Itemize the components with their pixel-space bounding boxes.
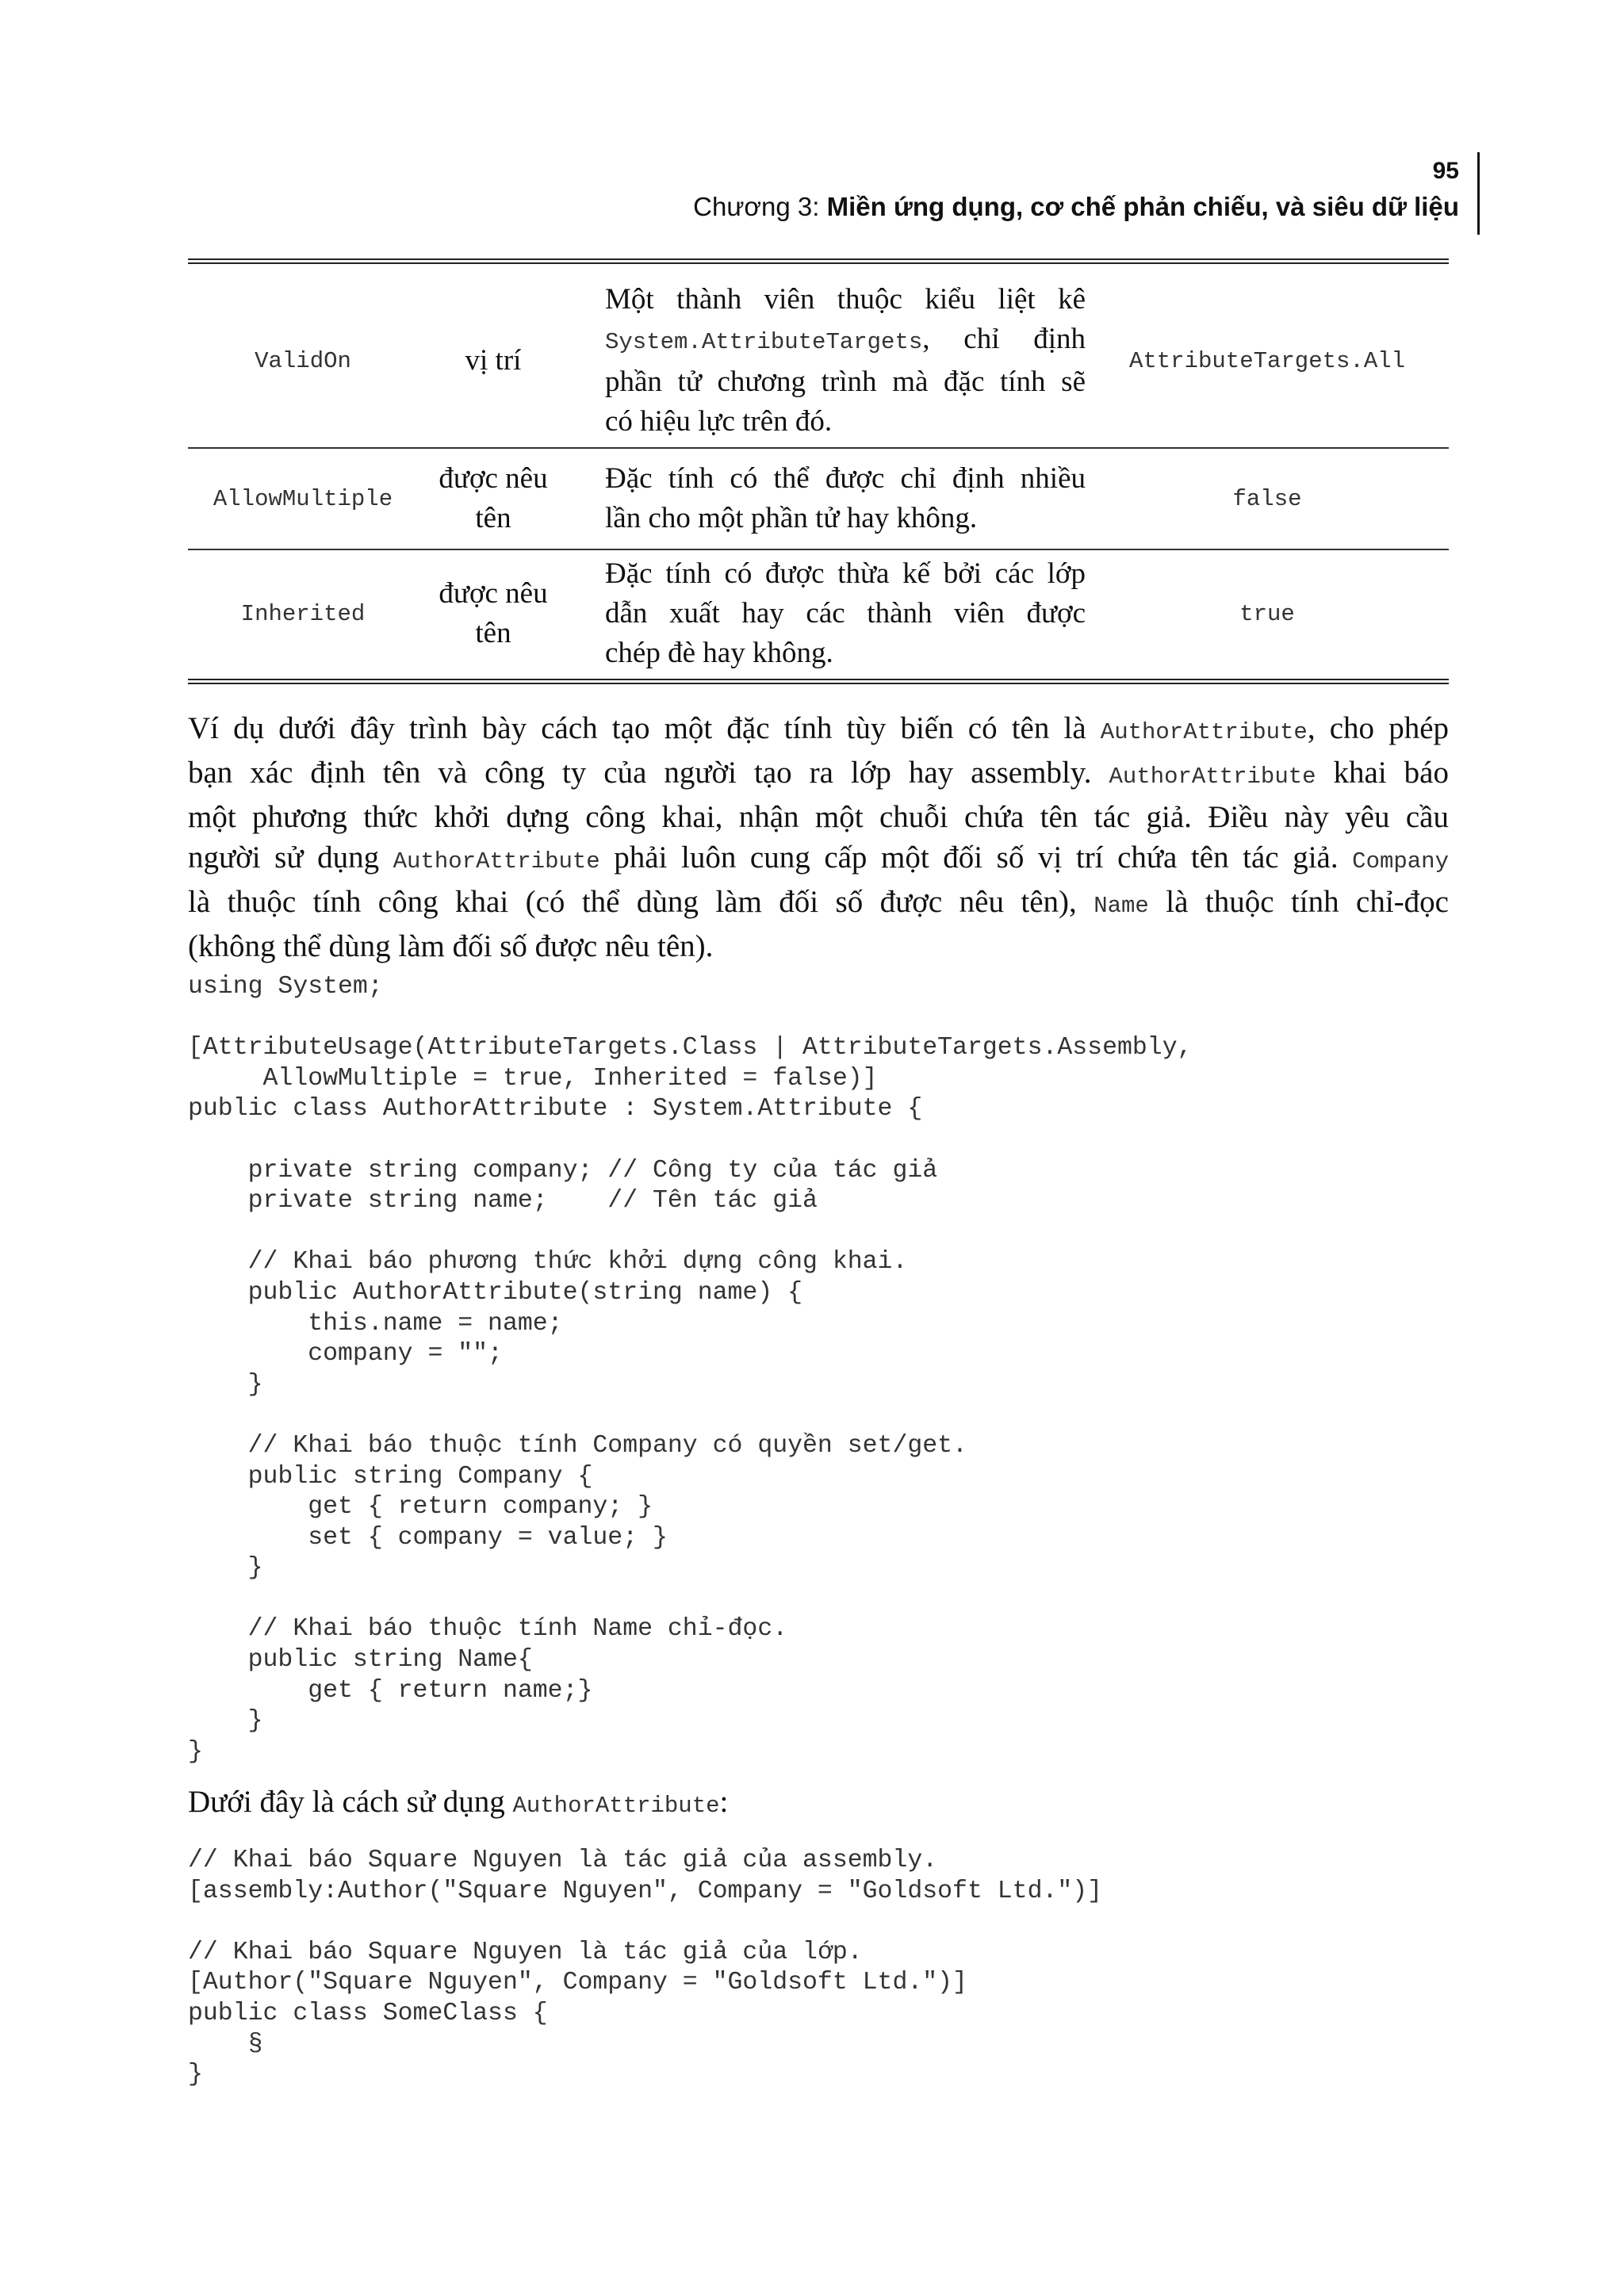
desc-line [605,320,1086,362]
param-default: AttributeTargets.All [1128,347,1406,374]
table-row [188,274,1449,449]
kind-line: tên [475,617,511,649]
param-description [605,550,1086,677]
text-run: khai báo [1316,756,1449,790]
param-name: ValidOn [255,347,351,374]
page-number: 95 [1432,158,1459,184]
desc-line: Đặc tính có thể được chỉ định nhiều [605,462,1086,495]
desc-text: , chỉ định [922,323,1086,355]
table-top-rule [188,258,1449,264]
text-run: phải luôn cung cấp một đối số vị trí chứa tên tác giả. [599,840,1353,875]
text-run: : [719,1785,729,1819]
desc-line: lần cho một phần tử hay không. [605,502,978,534]
param-kind [418,449,569,549]
table-row [188,449,1449,550]
inline-code: AuthorAttribute [393,848,600,875]
desc-line: Đặc tính có được thừa kế bởi các lớp [605,557,1086,590]
usage-intro [188,1782,728,1826]
kind-line: được nêu [439,462,548,495]
page-header [693,155,1478,227]
text-run: là thuộc tính chỉ-đọc [1148,885,1449,919]
kind-line: được nêu [439,577,548,610]
text-run: là thuộc tính công khai (có thể dùng làm đối số được nêu tên), [188,885,1094,919]
text-run: Dưới đây là cách sử dụng [188,1785,513,1819]
chapter-prefix: Chương 3: [693,192,827,221]
inline-code: AuthorAttribute [1100,719,1308,745]
text-run: , cho phép [1307,711,1450,745]
inline-code: Company [1352,848,1449,875]
paragraph-line [188,708,1449,752]
inline-code: AuthorAttribute [1109,764,1316,790]
inline-code: Name [1094,893,1149,919]
inline-code: System.AttributeTargets [605,329,923,355]
paragraph-line [188,837,1449,882]
desc-line: có hiệu lực trên đó. [605,405,833,438]
paragraph-line: một phương thức khởi dựng công khai, nhận một chuỗi chứa tên tác giả. Điều này yêu cầu [188,800,1449,834]
paragraph-line [188,752,1449,797]
kind-line: tên [475,502,511,534]
desc-line: Một thành viên thuộc kiểu liệt kê [605,283,1086,316]
chapter-title: Miền ứng dụng, cơ chế phản chiếu, và siêu dữ liệu [826,192,1459,221]
table-row [188,550,1449,677]
param-name: AllowMultiple [213,485,393,512]
text-run: người sử dụng [188,840,393,875]
desc-line: phần tử chương trình mà đặc tính sẽ [605,366,1086,398]
body-paragraph [188,708,1449,967]
param-description [605,449,1086,549]
running-title [693,187,1478,227]
desc-line: chép đè hay không. [605,637,833,669]
inline-code: AuthorAttribute [512,1793,720,1819]
code-listing-author-attribute: using System; [AttributeUsage(AttributeTargets.Class | AttributeTargets.Assembly, AllowMultiple = true, Inherited = false)] public class AuthorAttribute : System.Attribute { private string company; // Công ty của tác giả private string name; // Tên tác giả // Khai báo phương thức khởi dựng công khai. public AuthorAttribute(string name) { this.name = name; company = ""; } // Khai báo thuộc tính Company có quyền set/get. public string Company { get { return company; } set { company = value; } } // Khai báo thuộc tính Name chỉ-đọc. public string Name{ get { return name;} } } [188,973,1193,1766]
text-run: bạn xác định tên và công ty của người tạo ra lớp hay assembly. [188,756,1109,790]
param-kind: vị trí [465,344,522,377]
paragraph-line: (không thể dùng làm đối số được nêu tên). [188,929,714,963]
table-bottom-rule [188,679,1449,684]
paragraph-line [188,882,1449,926]
code-listing-usage: // Khai báo Square Nguyen là tác giả của assembly. [assembly:Author("Square Nguyen", Company = "Goldsoft Ltd.")] // Khai báo Square Nguyen là tác giả của lớp. [Author("Square Nguyen", Company = "Goldsoft Ltd.")] public class SomeClass { § } [188,1847,1103,2089]
param-kind [418,550,569,677]
param-default: true [1239,600,1295,627]
desc-line: dẫn xuất hay các thành viên được [605,597,1086,630]
param-description [605,274,1086,447]
param-name: Inherited [240,600,366,627]
param-default: false [1232,485,1302,512]
text-run: Ví dụ dưới đây trình bày cách tạo một đặc tính tùy biến có tên là [188,711,1101,745]
